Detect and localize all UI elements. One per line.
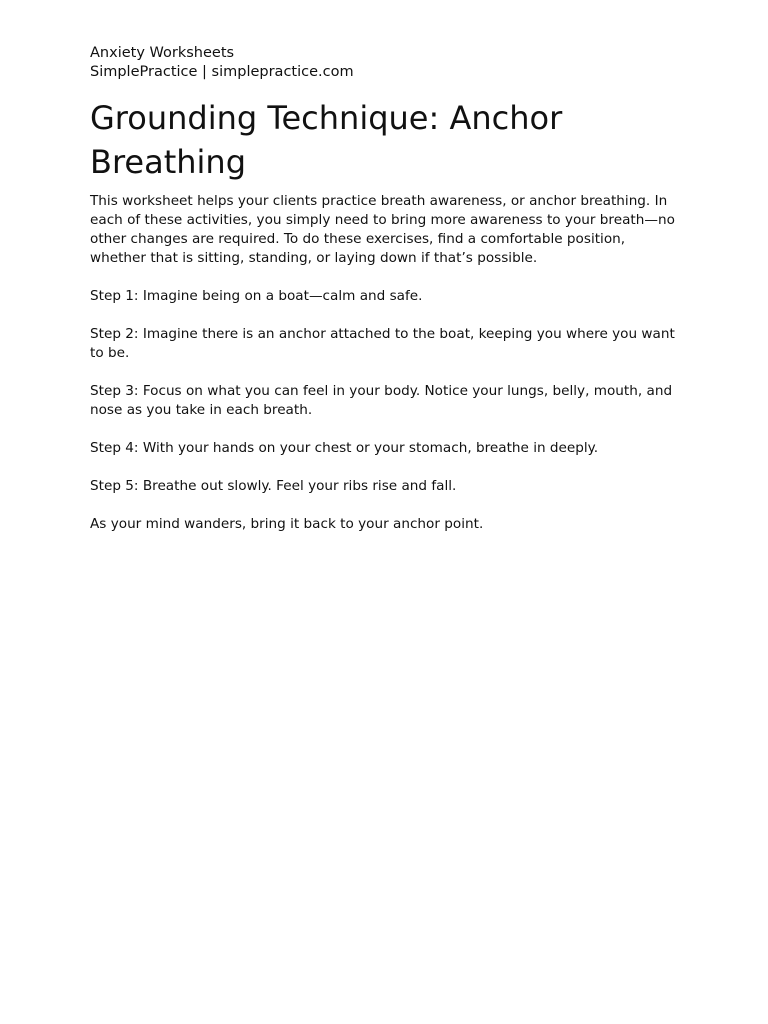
closing-paragraph: As your mind wanders, bring it back to your anchor point. [90,516,484,532]
header-source: SimplePractice | simplepractice.com [90,64,354,80]
step-2: Step 2: Imagine there is an anchor attached to the boat, keeping you where you want to be. [90,326,675,361]
header-category: Anxiety Worksheets [90,45,235,61]
page-title: Grounding Technique: Anchor Breathing [90,99,563,181]
intro-paragraph: This worksheet helps your clients practice breath awareness, or anchor breathing. In each of these activities, you simply need to bring more awareness to your breath—no other changes are required. To do these exercises, find a comfortable position, whether that is sitting, standing, or laying down if that’s possible. [90,193,675,266]
step-5: Step 5: Breathe out slowly. Feel your ribs rise and fall. [90,478,457,494]
step-4: Step 4: With your hands on your chest or your stomach, breathe in deeply. [90,440,599,456]
step-3: Step 3: Focus on what you can feel in your body. Notice your lungs, belly, mouth, and nose as you take in each breath. [90,383,673,418]
step-1: Step 1: Imagine being on a boat—calm and safe. [90,288,423,304]
